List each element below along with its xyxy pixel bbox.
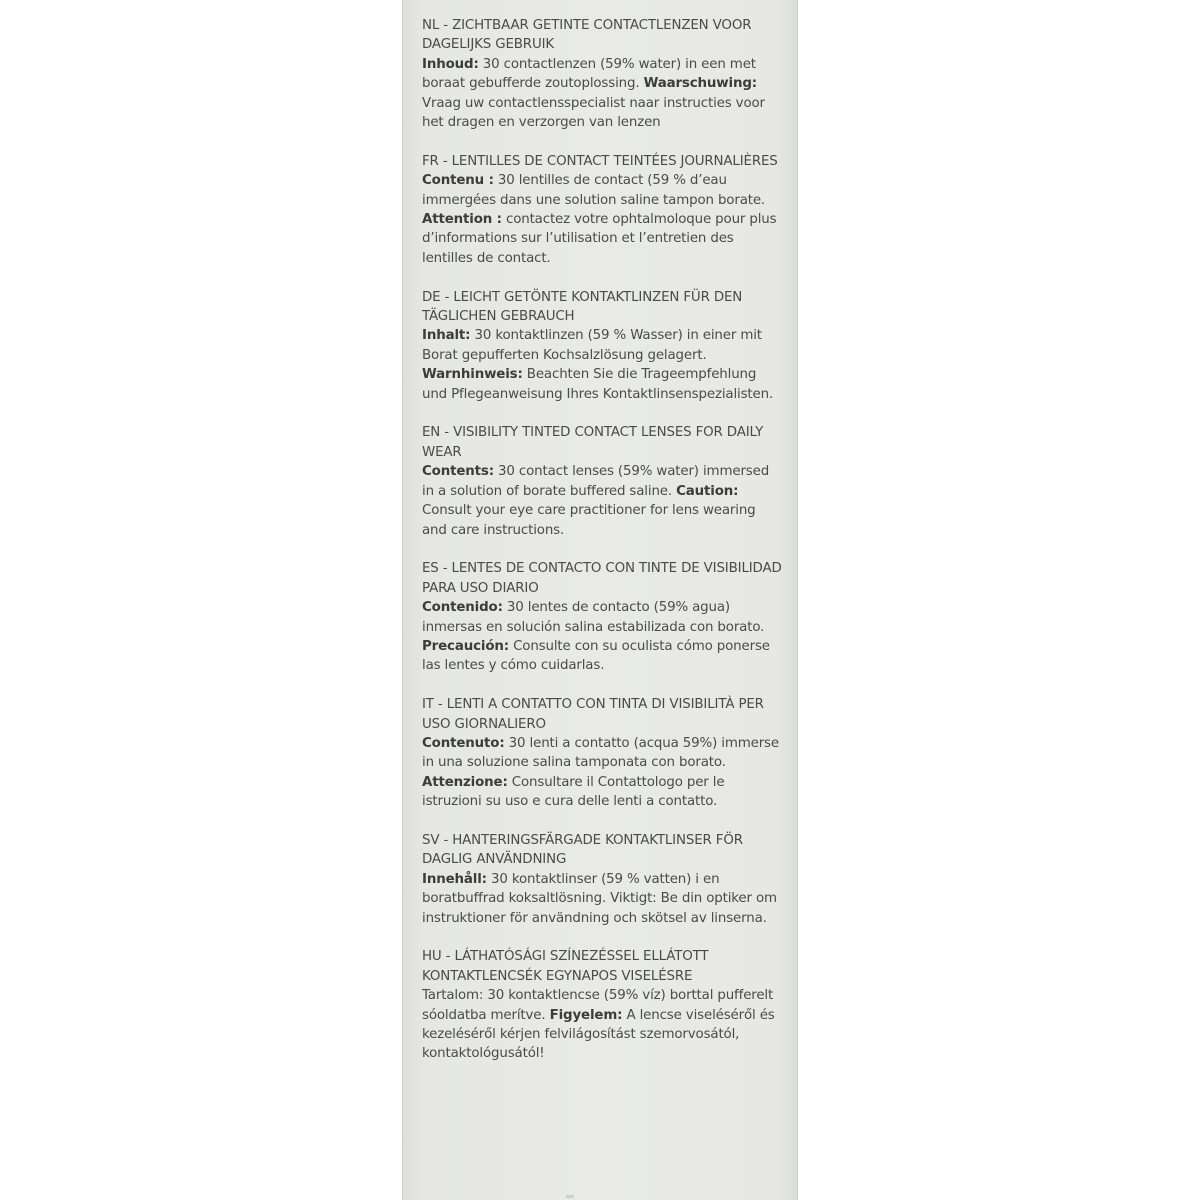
text-warning: Beachten Sie die Trageempfehlung und Pflegeanweisung Ihres Kontaktlinsenspezialisten.	[422, 367, 774, 402]
text-warning: A lencse viseléséről és kezeléséről kérjen felvilágosítást szemorvosától, kontaktológusától!	[422, 1007, 775, 1062]
section-body	[422, 598, 784, 676]
label-warning: Warnhinweis:	[422, 367, 523, 383]
section-heading: FR - LENTILLES DE CONTACT TEINTÉES JOURNALIÈRES	[422, 153, 778, 169]
text-warning: Consultare il Contattologo per le istruzioni su uso e cura delle lenti a contatto.	[422, 774, 725, 810]
section-body	[422, 171, 784, 268]
label-warning: Precaución:	[422, 638, 509, 654]
text-contents: 30 kontaktlinser (59 % vatten) i en boratbuffrad koksaltlösning. Viktigt: Be din optiker om instruktioner för användning och skötsel av linserna.	[422, 871, 777, 926]
text-contents: 30 kontaktlinzen (59 % Wasser) in einer mit Borat gepufferten Kochsalzlösung gelagert.	[422, 328, 762, 363]
section-body	[422, 870, 784, 928]
label-contents: Contenido:	[422, 600, 503, 616]
section-it	[422, 695, 784, 811]
section-heading: HU - LÁTHATÓSÁGI SZÍNEZÉSSEL ELLÁTOTT KONTAKTLENCSÉK EGYNAPOS VISELÉSRE	[422, 949, 709, 984]
text-warning: Vraag uw contactlensspecialist naar instructies voor het dragen en verzorgen van lenzen	[422, 95, 765, 131]
section-body	[422, 55, 784, 133]
section-sv	[422, 831, 784, 928]
section-body	[422, 326, 784, 404]
text-warning: contactez votre ophtalmoloque pour plus d’informations sur l’utilisation et l’entretien des lentilles de contact.	[422, 212, 777, 266]
label-warning: Waarschuwing:	[643, 76, 757, 92]
section-body	[422, 986, 784, 1064]
section-heading: NL - ZICHTBAAR GETINTE CONTACTLENZEN VOOR DAGELIJKS GEBRUIK	[422, 18, 752, 53]
multilingual-instructions	[422, 16, 784, 1083]
section-heading: SV - HANTERINGSFÄRGADE KONTAKTLINSER FÖR DAGLIG ANVÄNDNING	[422, 832, 743, 868]
section-heading: IT - LENTI A CONTATTO CON TINTA DI VISIBILITÀ PER USO GIORNALIERO	[422, 697, 764, 732]
package-side-panel	[402, 0, 798, 1200]
label-contents: Inhalt:	[422, 328, 471, 344]
text-contents: 30 lenti a contatto (acqua 59%) immerse in una soluzione salina tamponata con borato.	[422, 735, 779, 771]
label-warning: Caution:	[676, 483, 739, 499]
label-contents: Contents:	[422, 464, 494, 480]
section-heading: DE - LEICHT GETÖNTE KONTAKTLINZEN FÜR DEN TÄGLICHEN GEBRAUCH	[422, 289, 743, 325]
section-es	[422, 559, 784, 675]
text-contents: Tartalom: 30 kontaktlencse (59% víz) borttal pufferelt sóoldatba merítve.	[422, 988, 774, 1023]
text-contents: 30 lentilles de contact (59 % d’eau immergées dans une solution saline tampon borate.	[422, 173, 766, 208]
text-warning: Consulte con su oculista cómo ponerse las lentes y cómo cuidarlas.	[422, 638, 770, 674]
label-warning: Attention :	[422, 212, 502, 228]
text-contents: 30 contactlenzen (59% water) in een met boraat gebufferde zoutoplossing.	[422, 56, 756, 92]
label-contents: Inhoud:	[422, 56, 479, 72]
section-fr	[422, 152, 784, 268]
label-contents: Contenu :	[422, 173, 494, 189]
section-nl	[422, 16, 784, 132]
bottom-edge-mark	[566, 1195, 574, 1198]
label-contents: Contenuto:	[422, 735, 505, 751]
label-warning: Attenzione:	[422, 774, 508, 790]
section-heading: EN - VISIBILITY TINTED CONTACT LENSES FOR DAILY WEAR	[422, 425, 764, 460]
section-body	[422, 734, 784, 812]
text-warning: Consult your eye care practitioner for lens wearing and care instructions.	[422, 503, 756, 538]
text-contents: 30 contact lenses (59% water) immersed in a solution of borate buffered saline.	[422, 464, 770, 499]
section-body	[422, 462, 784, 540]
label-warning: Figyelem:	[549, 1007, 623, 1023]
section-hu	[422, 947, 784, 1063]
text-contents: 30 lentes de contacto (59% agua) inmersas en solución salina estabilizada con borato.	[422, 600, 765, 635]
label-contents: Innehåll:	[422, 871, 487, 887]
section-heading: ES - LENTES DE CONTACTO CON TINTE DE VISIBILIDAD PARA USO DIARIO	[422, 561, 782, 596]
section-de	[422, 288, 784, 404]
section-en	[422, 423, 784, 539]
